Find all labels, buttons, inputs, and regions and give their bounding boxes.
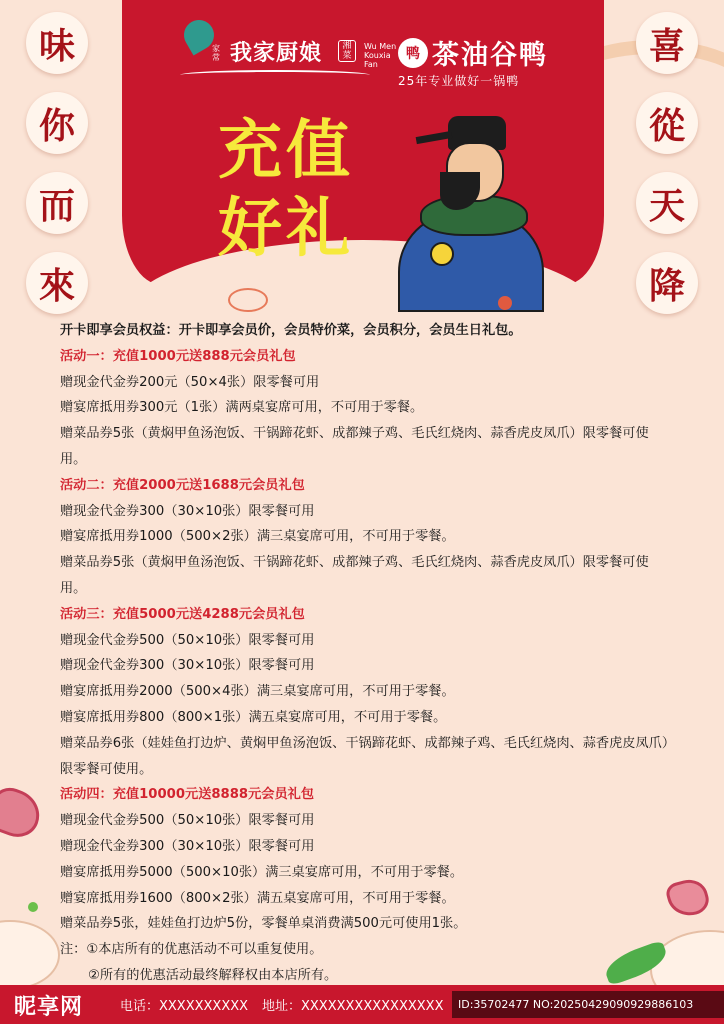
brand-small-text: 家常 [212,44,220,62]
activity-item: 赠宴席抵用券1600（800×2张）满五桌宴席可用，不可用于零餐。 [60,890,455,906]
activity-item: 赠现金代金券500（50×10张）限零餐可用 [60,813,315,829]
brand2-name: 茶油谷鸭 [432,40,548,71]
note: 注：①本店所有的优惠活动不可以重复使用。 [60,942,323,958]
side-slogan-right [636,12,698,314]
duck-logo-icon: 鸭 [398,38,428,68]
dot-decoration [498,296,512,310]
activity-item: 赠现金代金券300（30×10张）限零餐可用 [60,838,315,854]
activity-item: 赠现金代金券300（30×10张）限零餐可用 [60,503,315,519]
activity-title: 活动一：充值1000元送888元会员礼包 [60,348,296,364]
slogan-char: 天 [636,172,698,234]
footer-bar [0,985,724,1024]
medal-icon [430,242,454,266]
headline-line: 好礼 [218,192,354,266]
activity-item: 赠菜品券5张（黄焖甲鱼汤泡饭、干锅蹄花虾、成都辣子鸡、毛氏红烧肉、蒜香虎皮凤爪）限零餐可使用。 [60,555,649,596]
official-character-illustration [396,112,546,312]
pea-decoration [28,902,38,912]
phone-text: 电话：XXXXXXXXXX [120,999,249,1014]
brand-tag: 湘菜 [338,40,356,62]
brand-roman: Wu Men Kouxia Fan [364,42,397,69]
brand-logo-wojiachuniang [172,14,397,74]
activity-item: 赠现金代金券200元（50×4张）限零餐可用 [60,374,320,390]
slogan-char: 來 [26,252,88,314]
plate-decoration [0,920,60,990]
address-text: 地址：XXXXXXXXXXXXXXXX [262,999,444,1014]
slogan-char: 降 [636,252,698,314]
activity-item: 赠现金代金券300（30×10张）限零餐可用 [60,658,315,674]
note: ②所有的优惠活动最终解释权由本店所有。 [88,967,338,983]
meat-decoration [0,783,46,843]
headline [218,112,354,268]
intro-line [60,318,672,344]
main-content [60,318,672,989]
image-id-watermark: ID:35702477 NO:20250429090929886103 [452,991,724,1018]
activity-item: 赠宴席抵用券800（800×1张）满五桌宴席可用，不可用于零餐。 [60,709,447,725]
brand-name: 我家厨娘 [230,40,323,66]
headline-line: 充值 [218,114,354,188]
activity-title: 活动三：充值5000元送4288元会员礼包 [60,606,305,622]
slogan-char: 味 [26,12,88,74]
wave-decoration [180,70,370,80]
slogan-char: 從 [636,92,698,154]
slogan-char: 你 [26,92,88,154]
intro-label: 开卡即享会员权益： [60,323,179,338]
activity-item: 赠宴席抵用券5000（500×10张）满三桌宴席可用，不可用于零餐。 [60,864,464,880]
activity-item: 赠宴席抵用券1000（500×2张）满三桌宴席可用，不可用于零餐。 [60,529,455,545]
slogan-char: 喜 [636,12,698,74]
activity-title: 活动四：充值10000元送8888元会员礼包 [60,787,315,803]
brand2-subtitle: 25年专业做好一锅鸭 [398,74,520,88]
side-slogan-left [26,12,88,314]
intro-text: 开卡即享会员价，会员特价菜，会员积分，会员生日礼包。 [178,323,522,338]
activity-title: 活动二：充值2000元送1688元会员礼包 [60,477,305,493]
activity-item: 赠菜品券5张，娃娃鱼打边炉5份，零餐单桌消费满500元可使用1张。 [60,916,467,932]
activity-item: 赠宴席抵用券300元（1张）满两桌宴席可用，不可用于零餐。 [60,400,424,416]
slogan-char: 而 [26,172,88,234]
activity-item: 赠宴席抵用券2000（500×4张）满三桌宴席可用，不可用于零餐。 [60,684,455,700]
watermark-logo: 昵享网 [14,995,84,1020]
activity-item: 赠菜品券6张（娃娃鱼打边炉、黄焖甲鱼汤泡饭、干锅蹄花虾、成都辣子鸡、毛氏红烧肉、蒜香虎皮凤爪）限零餐可使用。 [60,735,669,777]
activity-item: 赠现金代金券500（50×10张）限零餐可用 [60,632,315,648]
cloud-decoration [228,288,268,312]
activity-item: 赠菜品券5张（黄焖甲鱼汤泡饭、干锅蹄花虾、成都辣子鸡、毛氏红烧肉、蒜香虎皮凤爪）限零餐可使用。 [60,426,649,467]
